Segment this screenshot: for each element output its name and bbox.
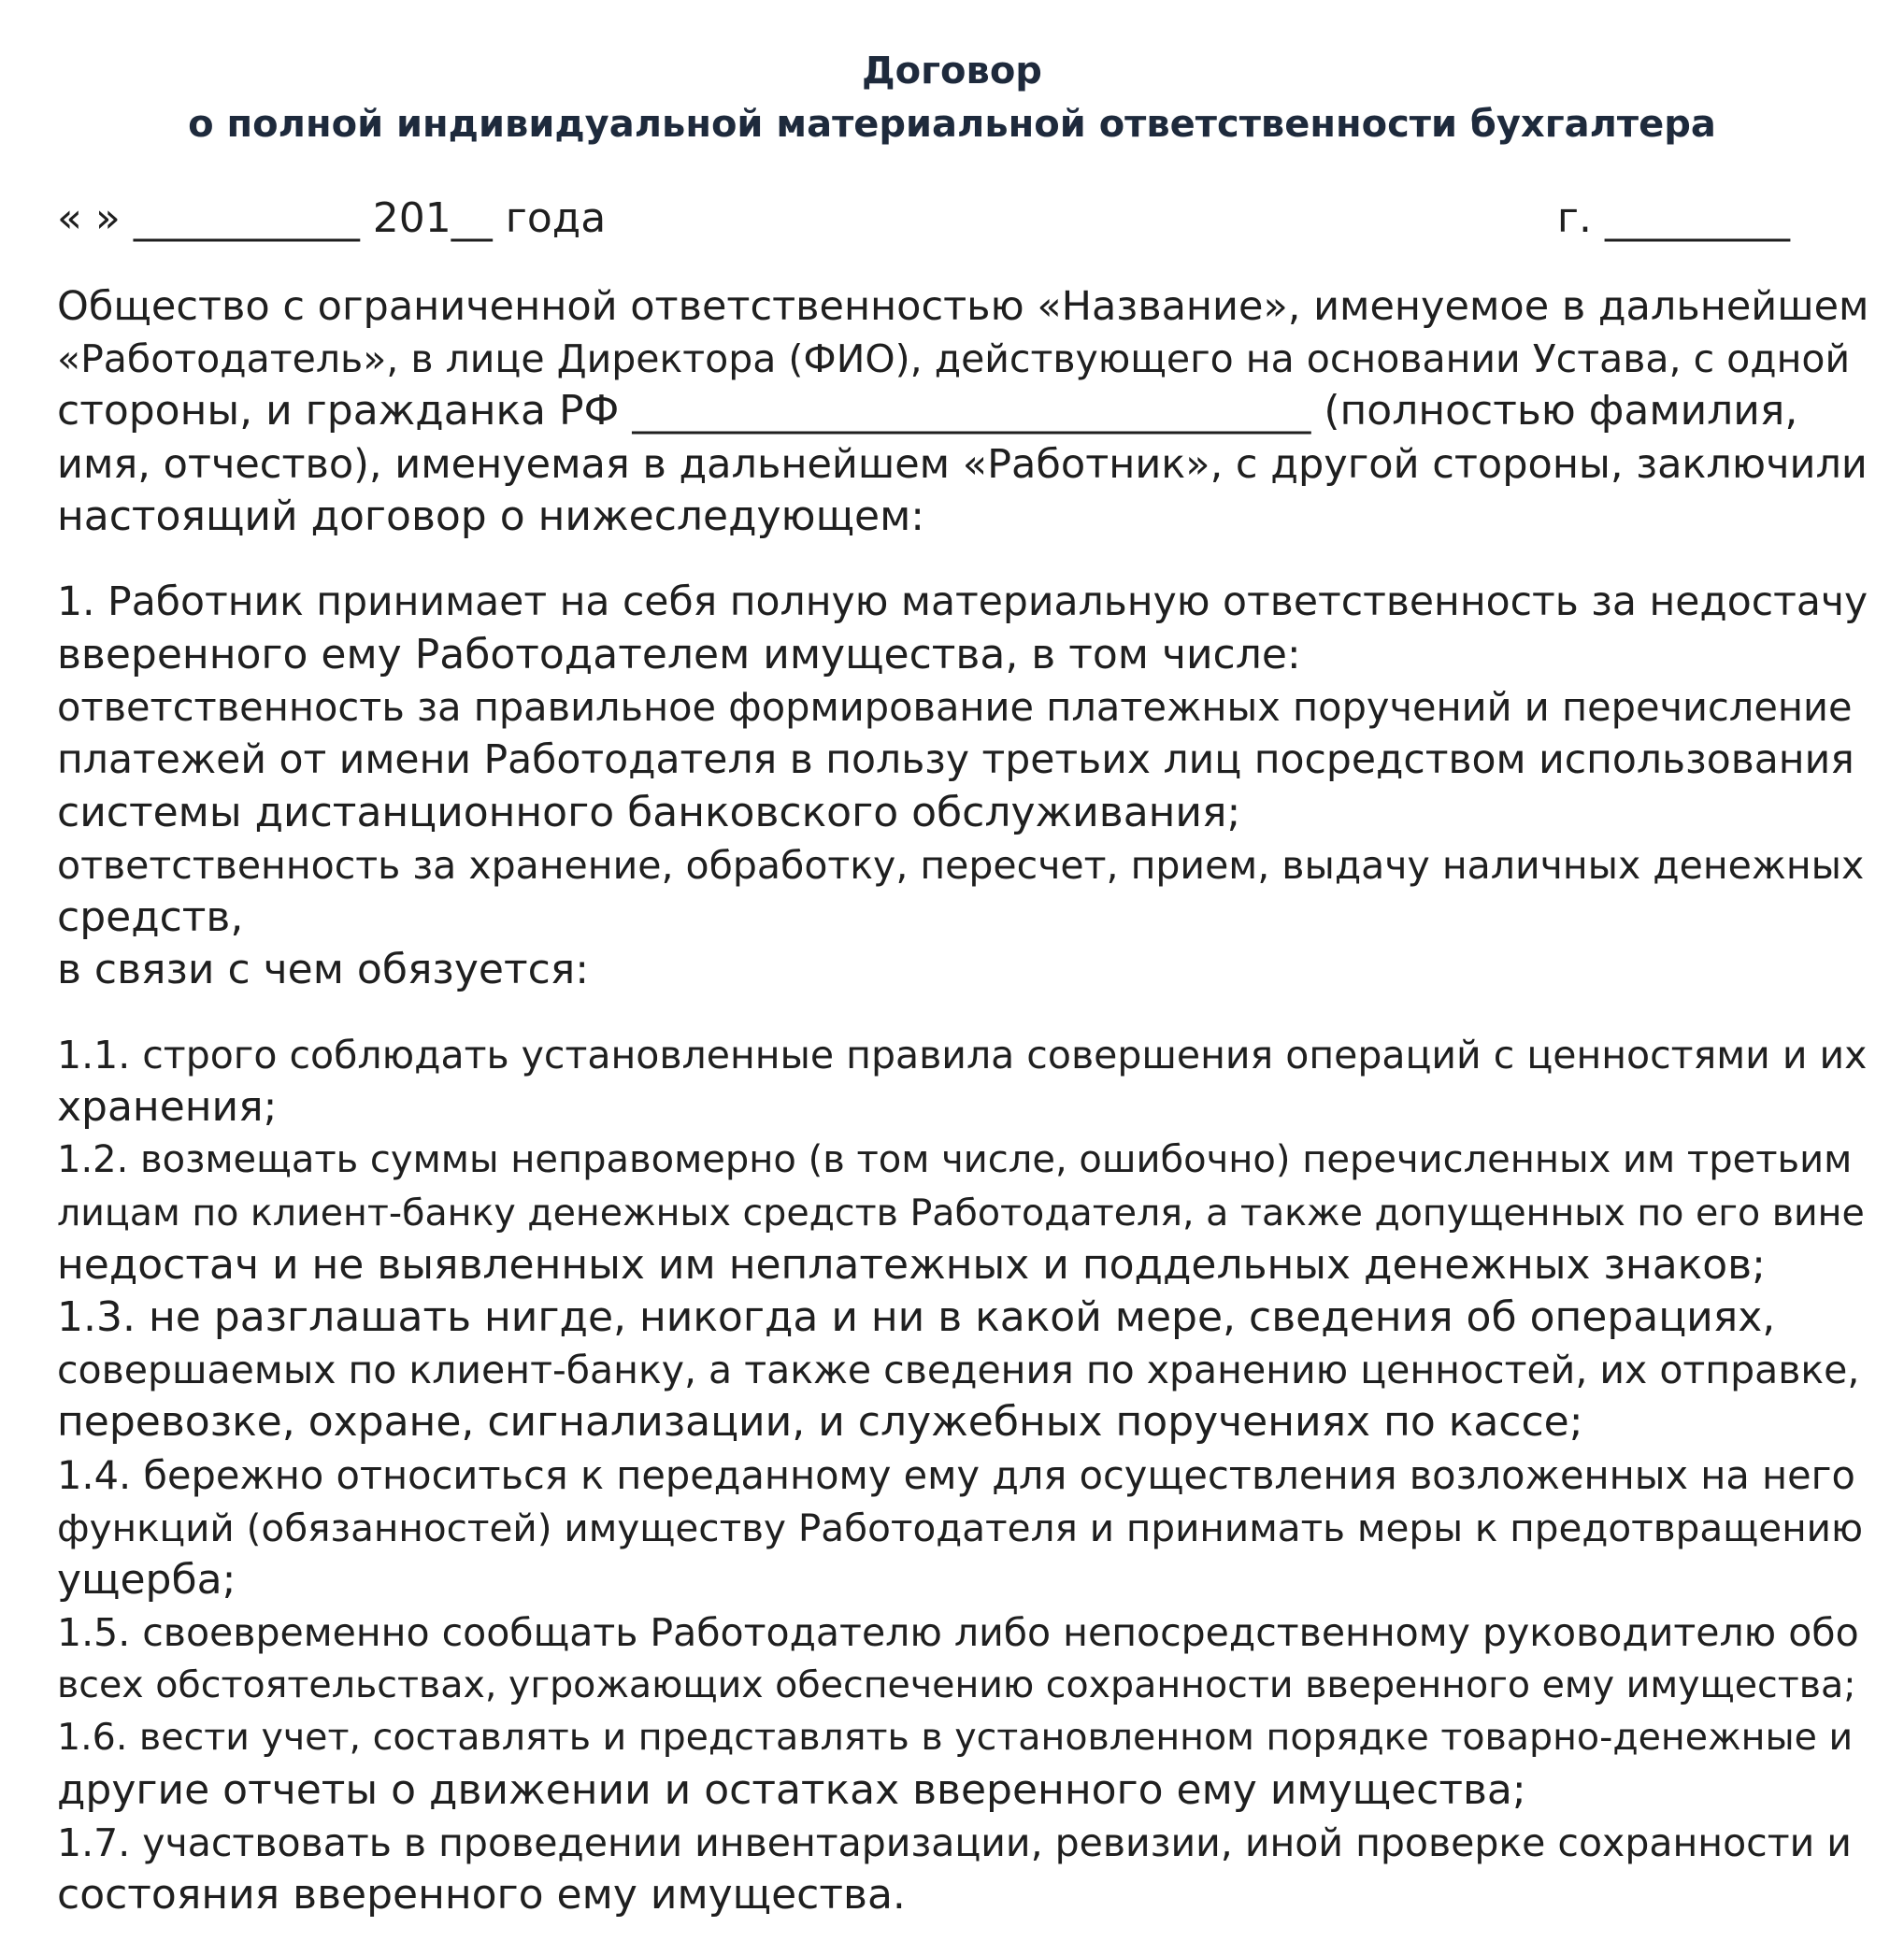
obligations-list: [57, 1029, 1870, 1921]
title-line-2: о полной индивидуальной материальной ответственности бухгалтера: [188, 103, 1716, 146]
text-line: платежей от имени Работодателя в пользу третьих лиц посредством использования: [57, 736, 1854, 783]
list-item-line: недостач и не выявленных им неплатежных и поддельных денежных знаков;: [57, 1240, 1766, 1289]
date-field: « » ___________ 201__ года: [57, 194, 607, 242]
text-line: в связи с чем обязуется:: [57, 946, 590, 994]
list-item-line: всех обстоятельствах, угрожающих обеспечению сохранности вверенного ему имущества;: [57, 1663, 1856, 1707]
list-item-line: 1.1. строго соблюдать установленные правила совершения операций с ценностями и их: [57, 1033, 1868, 1077]
list-item-line: 1.5. своевременно сообщать Работодателю либо непосредственному руководителю обо: [57, 1610, 1859, 1656]
list-item-line: 1.6. вести учет, составлять и представлять в установленном порядке товарно-денежные и: [57, 1716, 1854, 1760]
list-item-line: 1.7. участвовать в проведении инвентаризации, ревизии, иной проверке сохранности и: [57, 1819, 1852, 1865]
list-item-line: 1.2. возмещать суммы неправомерно (в том числе, ошибочно) перечисленных им третьим: [57, 1138, 1853, 1182]
intro-paragraph: [57, 280, 1870, 543]
text-line: системы дистанционного банковского обслуживания;: [57, 788, 1241, 836]
city-field: г. _________: [1556, 194, 1790, 242]
text-line: имя, отчество), именуемая в дальнейшем «Работник», с другой стороны, заключили: [57, 440, 1868, 488]
text-line: «Работодатель», в лице Директора (ФИО), действующего на основании Устава, с одной: [57, 336, 1851, 382]
text-line: вверенного ему Работодателем имущества, в том числе:: [57, 631, 1301, 679]
list-item-line: 1.3. не разглашать нигде, никогда и ни в какой мере, сведения об операциях,: [57, 1292, 1776, 1341]
text-line: ответственность за хранение, обработку, пересчет, прием, выдачу наличных денежных: [57, 842, 1865, 888]
text-line: стороны, и гражданка РФ _________________________________ (полностью фамилия,: [57, 387, 1798, 435]
title-line-1: Договор: [862, 50, 1042, 93]
text-line: Общество с ограниченной ответственностью «Название», именуемое в дальнейшем: [57, 283, 1869, 330]
list-item-line: совершаемых по клиент-банку, а также сведения по хранению ценностей, их отправке,: [57, 1348, 1860, 1393]
text-line: 1. Работник принимает на себя полную материальную ответственность за недостачу: [57, 579, 1868, 625]
list-item-line: лицам по клиент-банку денежных средств Работодателя, а также допущенных по его вине: [57, 1191, 1865, 1234]
list-item-line: ущерба;: [57, 1555, 236, 1604]
text-line: ответственность за правильное формирование платежных поручений и перечисление: [57, 684, 1853, 731]
list-item-line: хранения;: [57, 1083, 278, 1132]
list-item-line: 1.4. бережно относиться к переданному ему для осуществления возложенных на него: [57, 1451, 1855, 1498]
list-item-line: функций (обязанностей) имуществу Работодателя и принимать меры к предотвращению: [57, 1505, 1864, 1550]
text-line: средств,: [57, 893, 244, 942]
list-item-line: состояния вверенного ему имущества.: [57, 1871, 906, 1919]
document-title: [0, 45, 1904, 151]
list-item-line: другие отчеты о движении и остатках вверенного ему имущества;: [57, 1765, 1526, 1814]
list-item-line: перевозке, охране, сигнализации, и служебных поручениях по кассе;: [57, 1398, 1583, 1447]
section-1-paragraph: [57, 577, 1870, 997]
text-line: настоящий договор о нижеследующем:: [57, 492, 925, 540]
date-city-row: [57, 193, 1790, 245]
